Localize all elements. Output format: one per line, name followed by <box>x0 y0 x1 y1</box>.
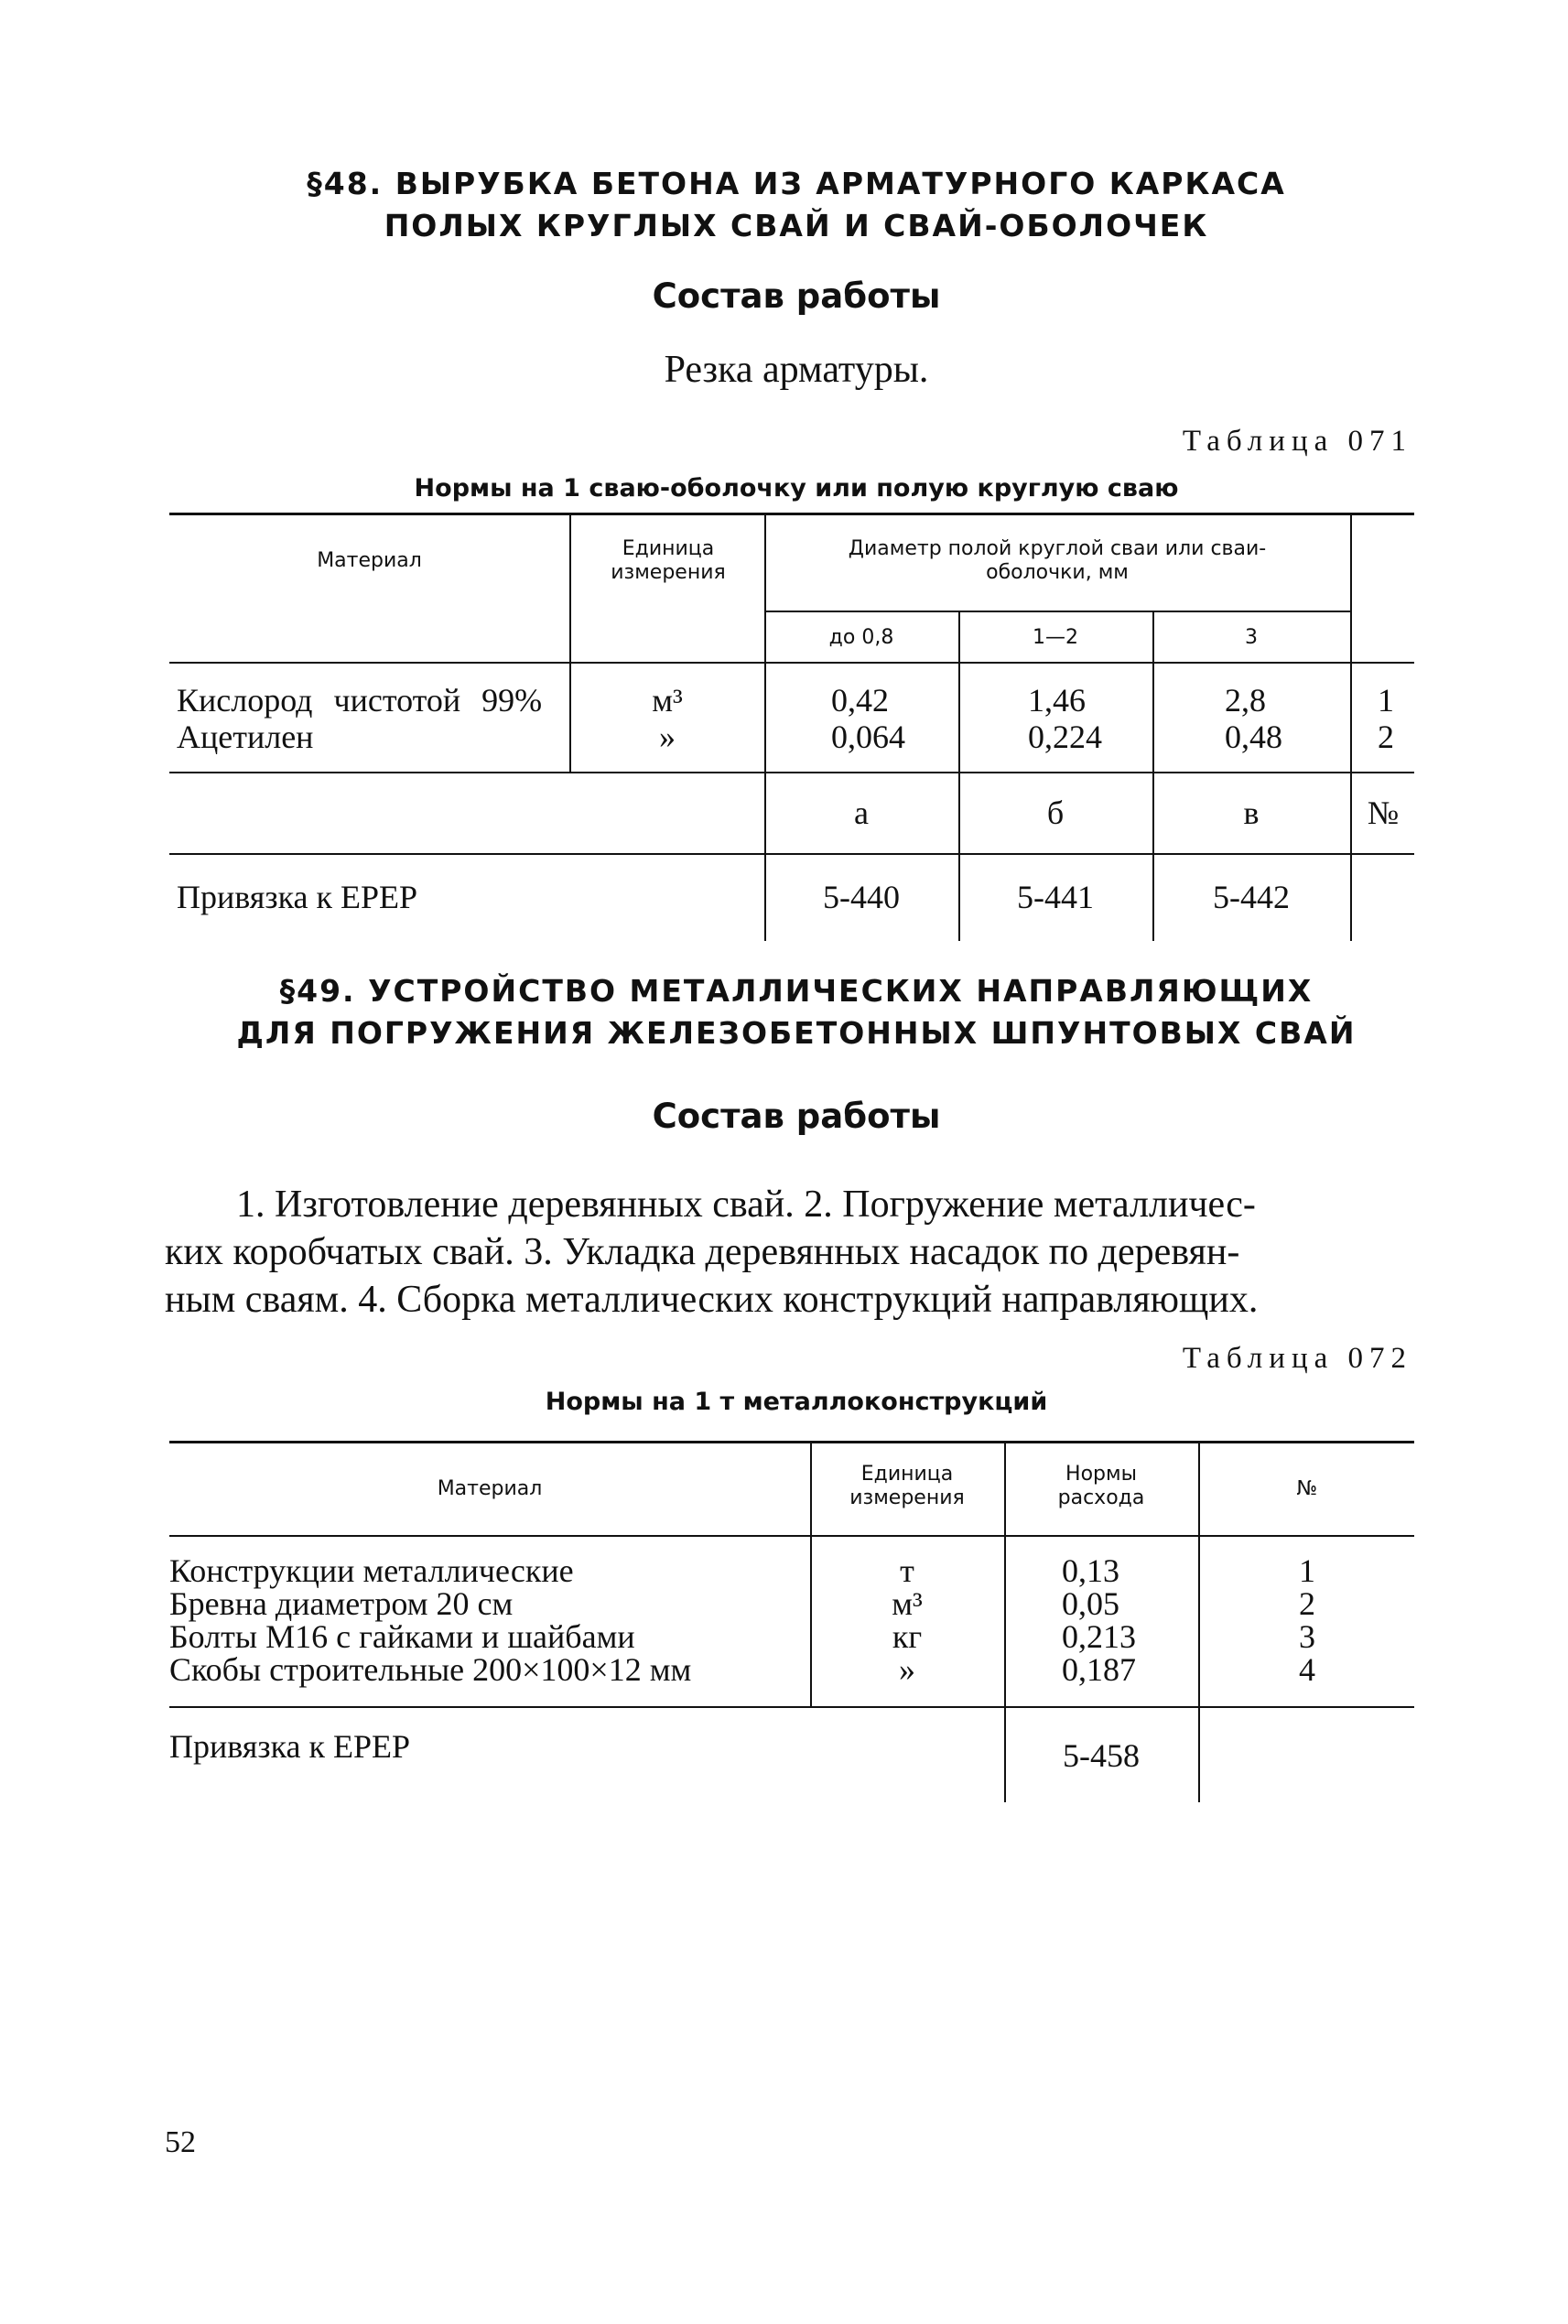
table-072-row <box>169 1554 1414 1587</box>
table-071-cell-value: 1,46 <box>1028 682 1086 719</box>
table-071-subheader-1: до 0,8 <box>828 626 894 649</box>
table-072 <box>169 1441 1414 1807</box>
table-071-letter-a: а <box>854 794 869 831</box>
table-072-cell-norm: 0,05 <box>1062 1585 1119 1622</box>
table-072-cell-material: Скобы строительные 200×100×12 мм <box>169 1651 692 1688</box>
table-071-row <box>177 719 1412 755</box>
section-48-work-heading: Состав работы <box>652 276 941 316</box>
table-072-cell-unit: м³ <box>892 1585 923 1622</box>
table-072-cell-material: Конструкции металлические <box>169 1552 574 1589</box>
table-072-binding-label: Привязка к ЕРЕР <box>169 1728 411 1765</box>
section-49-work-line: ких коробчатых свай. 3. Укладка деревянных насадок по деревян- <box>165 1231 1240 1273</box>
table-071-letter-b: б <box>1046 794 1065 831</box>
table-071-row <box>177 682 1412 719</box>
table-072-cell-no: 1 <box>1299 1552 1315 1589</box>
table-071-binding-code: 5-441 <box>1017 879 1094 915</box>
page-number: 52 <box>165 2125 196 2159</box>
table-071-cell-value: 0,064 <box>831 719 905 755</box>
section-49-title-line2: ДЛЯ ПОГРУЖЕНИЯ ЖЕЛЕЗОБЕТОННЫХ ШПУНТОВЫХ СВАЙ <box>236 1015 1357 1051</box>
section-49-title-line1: §49. УСТРОЙСТВО МЕТАЛЛИЧЕСКИХ НАПРАВЛЯЮЩИХ <box>279 973 1314 1009</box>
table-071-caption: Нормы на 1 сваю-оболочку или полую круглую сваю <box>414 474 1179 503</box>
section-49-work-line: 1. Изготовление деревянных свай. 2. Погружение металличес- <box>236 1184 1256 1226</box>
table-072-cell-material: Бревна диаметром 20 см <box>169 1585 514 1622</box>
table-072-header-no: № <box>1296 1477 1318 1500</box>
table-072-cell-unit: » <box>899 1651 915 1688</box>
table-071-cell-value: 0,42 <box>831 682 889 719</box>
table-072-cell-no: 3 <box>1299 1618 1315 1655</box>
table-071-cell-value: 0,224 <box>1028 719 1102 755</box>
table-071-binding-label: Привязка к ЕРЕР <box>177 879 418 915</box>
section-48-title-line1: §48. ВЫРУБКА БЕТОНА ИЗ АРМАТУРНОГО КАРКАСА <box>307 166 1286 201</box>
table-072-cell-norm: 0,213 <box>1062 1618 1136 1655</box>
table-072-caption: Нормы на 1 т металлоконструкций <box>545 1388 1048 1416</box>
table-072-cell-no: 4 <box>1299 1651 1315 1688</box>
table-072-cell-no: 2 <box>1299 1585 1315 1622</box>
table-072-header-norm: Нормы расхода <box>1057 1463 1145 1509</box>
table-071-cell-unit: м³ <box>652 682 683 719</box>
table-071-letter-v: в <box>1243 794 1260 831</box>
table-072-label: Таблица 072 <box>1182 1342 1412 1375</box>
table-071-cell-no: 1 <box>1378 682 1394 719</box>
table-071-header-diameter: Диаметр полой круглой сваи или сваи-оболочки, мм <box>848 537 1267 584</box>
section-49-work-line: ным сваям. 4. Сборка металлических конструкций направляющих. <box>165 1279 1259 1321</box>
table-072-cell-material: Болты М16 с гайками и шайбами <box>169 1618 635 1655</box>
table-072-cell-unit: т <box>900 1552 914 1589</box>
table-071-header-unit: Единица измерения <box>611 537 726 584</box>
section-48-title-line2: ПОЛЫХ КРУГЛЫХ СВАЙ И СВАЙ-ОБОЛОЧЕК <box>384 208 1209 243</box>
table-071-no-header: № <box>1367 794 1400 831</box>
table-072-header-unit: Единица измерения <box>849 1463 965 1509</box>
table-071-cell-value: 2,8 <box>1225 682 1266 719</box>
table-071-binding-code: 5-440 <box>823 879 900 915</box>
table-072-row <box>169 1653 1414 1686</box>
section-49-work-heading: Состав работы <box>652 1097 941 1136</box>
table-071-binding-code: 5-442 <box>1213 879 1290 915</box>
table-072-header-material: Материал <box>437 1477 543 1500</box>
section-48-work-text: Резка арматуры. <box>664 349 929 391</box>
table-071-label: Таблица 071 <box>1182 425 1412 458</box>
table-072-row <box>169 1620 1414 1653</box>
table-071-cell-material: Ацетилен <box>177 719 314 755</box>
table-071-cell-material: Кислород чистотой 99% <box>177 682 543 719</box>
table-071-cell-value: 0,48 <box>1225 719 1282 755</box>
table-071-cell-no: 2 <box>1378 719 1394 755</box>
table-071-cell-unit: » <box>659 719 676 755</box>
section-49-title <box>183 970 1410 1054</box>
table-071-header-material: Материал <box>317 549 422 572</box>
table-072-cell-norm: 0,187 <box>1062 1651 1136 1688</box>
table-072-cell-norm: 0,13 <box>1062 1552 1119 1589</box>
table-072-row <box>169 1587 1414 1620</box>
table-072-cell-unit: кг <box>892 1618 923 1655</box>
table-072-binding-code: 5-458 <box>1063 1737 1140 1774</box>
table-071-subheader-3: 3 <box>1245 626 1258 649</box>
section-49-work-text <box>165 1181 1428 1324</box>
table-071 <box>169 513 1414 943</box>
section-48-title <box>183 163 1410 247</box>
table-071-subheader-2: 1—2 <box>1033 626 1078 649</box>
